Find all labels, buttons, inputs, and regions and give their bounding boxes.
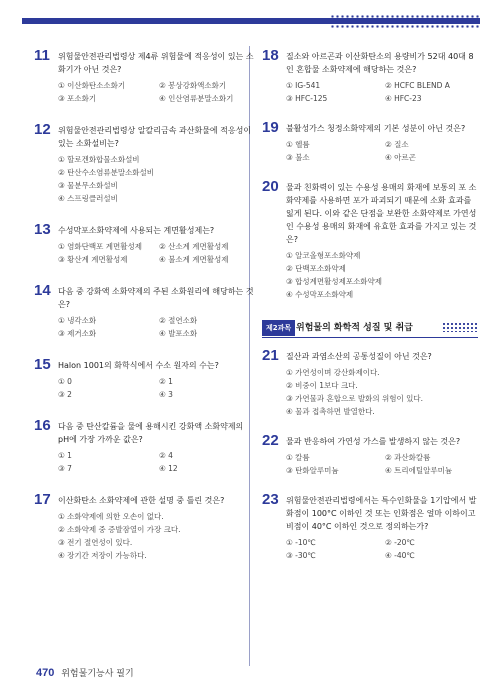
question-23	[262, 491, 478, 561]
answer-option[interactable]: ④ 아르곤	[385, 153, 416, 162]
answer-option[interactable]: ③ 7	[58, 464, 72, 473]
answer-option[interactable]: ① 소화약제에 의한 오손이 없다.	[58, 512, 164, 521]
question-21	[262, 347, 478, 417]
answer-option[interactable]: ③ 가연물과 혼합으로 발화의 위험이 있다.	[286, 394, 423, 403]
section-title: 위험물의 화학적 성질 및 취급	[296, 323, 413, 333]
question-18	[262, 47, 478, 104]
answer-option[interactable]: ③ 제거소화	[58, 329, 97, 338]
answer-options	[286, 139, 478, 163]
answer-option[interactable]: ④ 발포소화	[159, 329, 198, 338]
answer-option[interactable]: ③ 전기 절연성이 있다.	[58, 538, 133, 547]
answer-option[interactable]: ② 산소계 계면활성제	[159, 242, 229, 251]
answer-option[interactable]: ① 칼륨	[286, 453, 310, 462]
answer-option[interactable]: ③ 황산계 계면활성제	[58, 255, 128, 264]
question-text: 물과 반응하여 가연성 가스를 발생하지 않는 것은?	[286, 437, 461, 446]
section-tag: 제2과목	[262, 320, 295, 336]
question-text: 위험물안전관리법령상 알칼리금속 과산화물에 적응성이 있는 소화설비는?	[58, 126, 252, 148]
answer-option[interactable]: ④ 장기간 저장이 가능하다.	[58, 551, 147, 560]
question-text: 수성막포소화약제에 사용되는 계면활성제는?	[58, 226, 215, 235]
answer-option[interactable]: ① 0	[58, 377, 72, 386]
answer-option[interactable]: ② 단백포소화약제	[286, 264, 346, 273]
answer-option[interactable]: ② 소화약제 중 증발잠열이 가장 크다.	[58, 525, 181, 534]
answer-option[interactable]: ② 비중이 1보다 크다.	[286, 381, 358, 390]
question-11	[34, 47, 254, 104]
answer-option[interactable]: ① 가연성이며 강산화제이다.	[286, 368, 380, 377]
question-text: 불활성가스 청정소화약제의 기본 성분이 아닌 것은?	[286, 124, 466, 133]
answer-option[interactable]: ① IG-541	[286, 81, 321, 90]
answer-option[interactable]: ② 4	[159, 451, 173, 460]
answer-option[interactable]: ③ HFC-125	[286, 94, 328, 103]
question-20	[262, 178, 478, 300]
answer-option[interactable]: ④ 수성막포소화약제	[286, 290, 354, 299]
answer-option[interactable]: ③ 불소	[286, 153, 310, 162]
question-number: 21	[262, 347, 279, 364]
answer-option[interactable]: ① 알코올형포소화약제	[286, 251, 361, 260]
answer-option[interactable]: ① 할로겐화합물소화설비	[58, 155, 140, 164]
question-text: 다음 중 강화액 소화약제의 주된 소화원리에 해당하는 것은?	[58, 287, 254, 309]
answer-option[interactable]: ④ 12	[159, 464, 178, 473]
question-number: 16	[34, 417, 51, 434]
question-text: 질소와 아르곤과 이산화탄소의 용량비가 52대 40대 8인 혼합물 소화약제에 해당하는 것은?	[286, 52, 474, 74]
page-footer	[36, 666, 134, 679]
question-number: 11	[34, 47, 50, 64]
answer-option[interactable]: ④ 3	[159, 390, 173, 399]
answer-options	[58, 376, 254, 400]
answer-option[interactable]: ② -20℃	[385, 538, 415, 547]
header-dot-pattern	[330, 14, 480, 28]
answer-option[interactable]: ① 염화단백포 계면활성제	[58, 242, 142, 251]
question-19	[262, 119, 478, 163]
answer-options	[58, 315, 254, 339]
answer-option[interactable]: ② 탄산수소염류분말소화설비	[58, 168, 155, 177]
question-13	[34, 221, 254, 265]
section-rule	[262, 337, 478, 338]
answer-option[interactable]: ③ 탄화알루미늄	[286, 466, 339, 475]
question-number: 14	[34, 282, 51, 299]
question-number: 22	[262, 432, 279, 449]
right-column	[262, 47, 478, 579]
question-text: Halon 1001의 화학식에서 수소 원자의 수는?	[58, 361, 219, 370]
answer-options	[58, 241, 254, 265]
question-17	[34, 491, 254, 561]
question-text: 위험물안전관리법령상 제4류 위험물에 적응성이 있는 소화기가 아닌 것은?	[58, 52, 254, 74]
answer-option[interactable]: ④ 스프링클러설비	[58, 194, 118, 203]
answer-option[interactable]: ① -10℃	[286, 538, 316, 547]
question-text: 물과 친화력이 있는 수용성 용매의 화재에 보통의 포 소화약제를 사용하면 포가 파괴되기 때문에 소화 효과를 잃게 된다. 이와 같은 단점을 보완한 소화약제로 가연성인 수용성 용매의 화재에 유효한 효과를 가지고 있는 것은?	[286, 183, 477, 244]
answer-option[interactable]: ② 1	[159, 377, 173, 386]
answer-option[interactable]: ③ 포소화기	[58, 94, 97, 103]
answer-option[interactable]: ① 이산화탄소소화기	[58, 81, 126, 90]
left-column	[34, 47, 254, 581]
question-number: 12	[34, 121, 51, 138]
answer-option[interactable]: ② 절연소화	[159, 316, 198, 325]
section-dot-pattern	[442, 322, 478, 332]
answer-option[interactable]: ④ -40℃	[385, 551, 415, 560]
answer-option[interactable]: ② 과산화칼륨	[385, 453, 431, 462]
question-number: 18	[262, 47, 279, 64]
answer-options	[58, 511, 254, 561]
answer-option[interactable]: ④ HFC-23	[385, 94, 422, 103]
question-number: 13	[34, 221, 51, 238]
question-12	[34, 121, 254, 204]
question-number: 17	[34, 491, 51, 508]
answer-option[interactable]: ③ -30℃	[286, 551, 316, 560]
question-number: 15	[34, 356, 51, 373]
answer-options	[58, 154, 254, 204]
answer-options	[286, 250, 478, 300]
answer-option[interactable]: ④ 불소계 계면활성제	[159, 255, 229, 264]
question-text: 다음 중 탄산칼륨을 물에 용해시킨 강화액 소화약제의 pH에 가장 가까운 값은?	[58, 422, 244, 444]
question-number: 20	[262, 178, 279, 195]
answer-option[interactable]: ① 헬륨	[286, 140, 310, 149]
answer-option[interactable]: ① 1	[58, 451, 72, 460]
answer-option[interactable]: ④ 트리에틸알루미늄	[385, 466, 453, 475]
answer-options	[58, 80, 254, 104]
answer-options	[286, 537, 478, 561]
answer-options	[286, 367, 478, 417]
page-number: 470	[36, 667, 55, 679]
answer-option[interactable]: ④ 물과 접촉하면 발열한다.	[286, 407, 375, 416]
answer-options	[58, 450, 254, 474]
section-header	[262, 318, 478, 336]
question-14	[34, 282, 254, 339]
question-text: 위험물안전관리법령에서는 특수인화물을 1기압에서 발화점이 100°C 이하인 것 또는 인화점은 얼마 이하이고 비점이 40°C 이하인 것으로 정의하는가?	[286, 496, 477, 531]
question-22	[262, 432, 478, 476]
answer-option[interactable]: ③ 2	[58, 390, 72, 399]
book-title: 위험물기능사 필기	[61, 669, 134, 679]
question-15	[34, 356, 254, 400]
answer-options	[286, 452, 478, 476]
answer-option[interactable]: ② HCFC BLEND A	[385, 81, 450, 90]
header-bar	[22, 14, 480, 40]
answer-option[interactable]: ② 질소	[385, 140, 409, 149]
question-number: 23	[262, 491, 279, 508]
question-number: 19	[262, 119, 279, 136]
answer-option[interactable]: ④ 인산염류분말소화기	[159, 94, 234, 103]
answer-options	[286, 80, 478, 104]
answer-option[interactable]: ③ 물분무소화설비	[58, 181, 118, 190]
answer-option[interactable]: ① 냉각소화	[58, 316, 97, 325]
answer-option[interactable]: ② 봉상강화액소화기	[159, 81, 227, 90]
question-16	[34, 417, 254, 474]
question-text: 질산과 과염소산의 공통성질이 아닌 것은?	[286, 352, 432, 361]
answer-option[interactable]: ③ 합성계면활성제포소화약제	[286, 277, 383, 286]
question-text: 이산화탄소 소화약제에 관한 설명 중 틀린 것은?	[58, 496, 225, 505]
